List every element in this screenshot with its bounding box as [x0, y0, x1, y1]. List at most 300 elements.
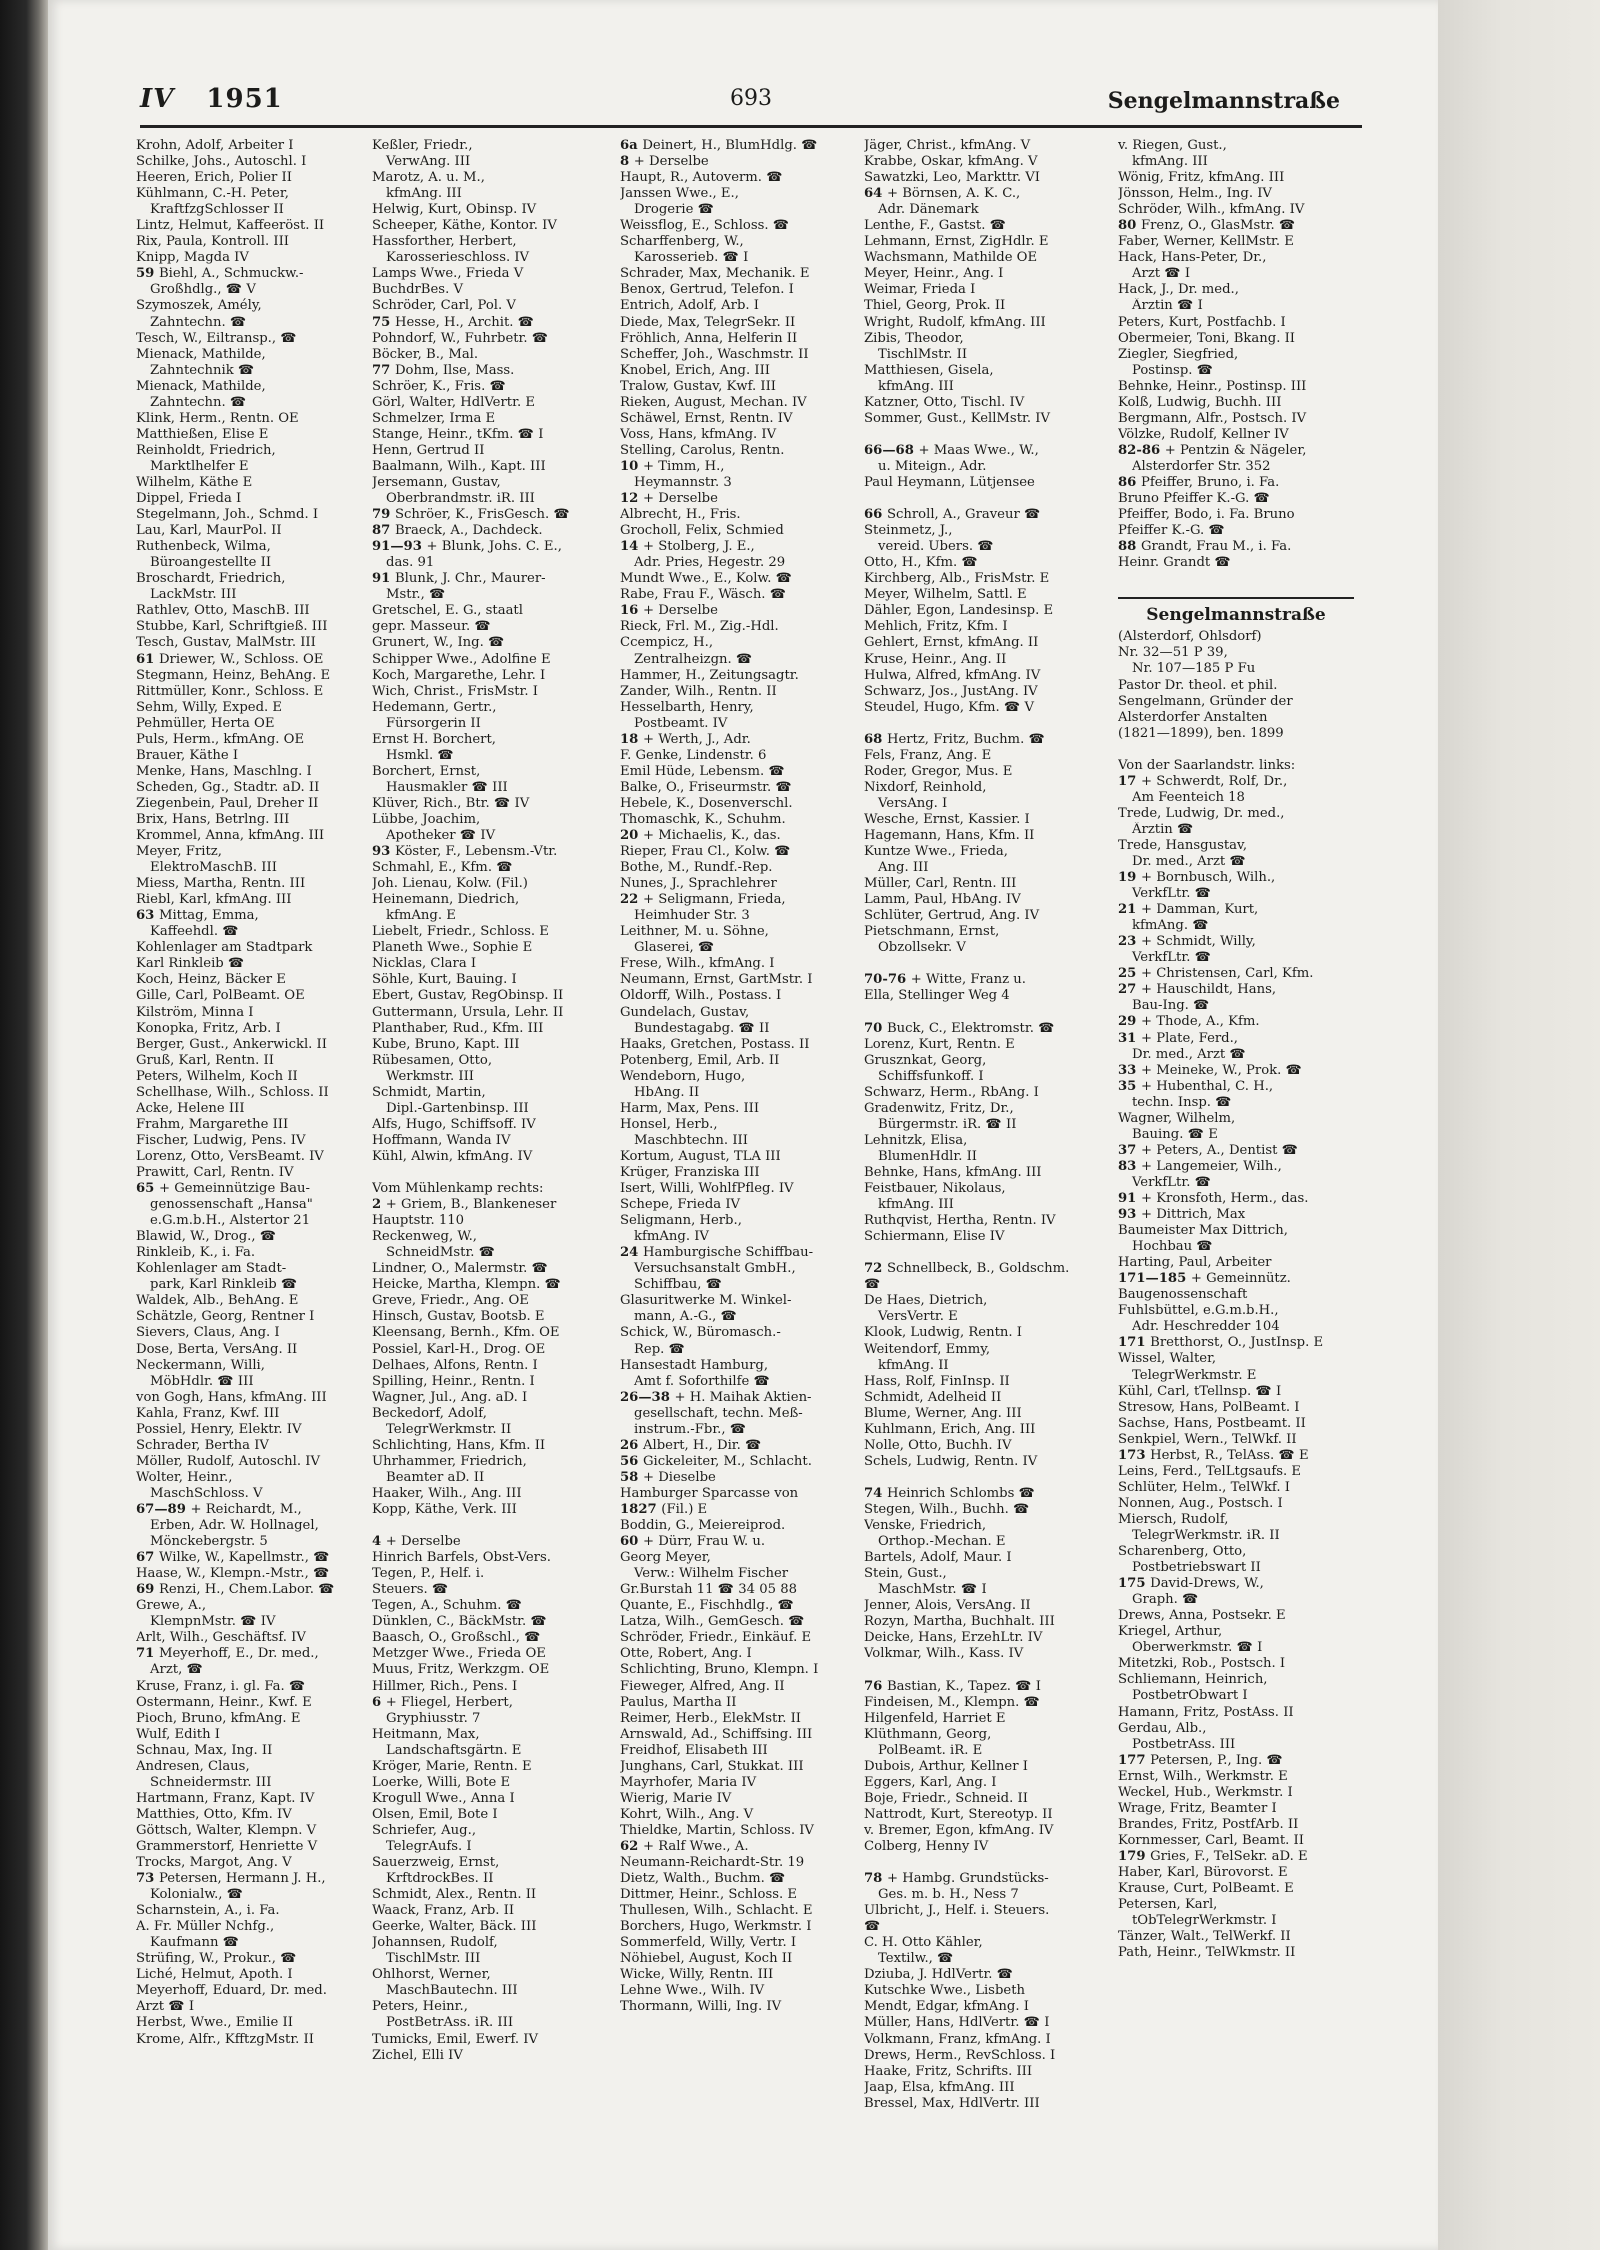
house-number: 79 [372, 507, 395, 523]
directory-entry-line [1118, 902, 1354, 918]
directory-entry-line: Lindner, O., Malermstr. ☎ [372, 1261, 548, 1277]
directory-entry-line: KraftfzgSchlosser II [150, 202, 284, 218]
directory-entry-line: Ruthqvist, Hertha, Rentn. IV [864, 1213, 1056, 1229]
directory-entry-line: Muus, Fritz, Werkzgm. OE [372, 1662, 550, 1678]
directory-entry-line: MaschSchloss. V [150, 1485, 263, 1501]
directory-entry-line: Schiffbau, ☎ [634, 1277, 723, 1293]
directory-entry-line: Lamps Wwe., Frieda V [372, 266, 524, 282]
directory-entry-line [1118, 774, 1354, 790]
house-number: 27 [1118, 982, 1141, 998]
directory-entry-line: Heicke, Martha, Klempn. ☎ [372, 1277, 561, 1293]
house-number: 83 [1118, 1158, 1141, 1174]
house-number: 66—68 [864, 442, 919, 458]
directory-entry-line: Heeren, Erich, Polier II [136, 170, 292, 186]
directory-entry-line: TelegrAufs. I [386, 1838, 472, 1854]
directory-entry-line: Oberwerkmstr. ☎ I [1132, 1640, 1263, 1656]
entry-text: Schnellbeck, B., Goldschm. [886, 1261, 1070, 1277]
entry-text: + Seligmann, Frieda, [642, 892, 786, 908]
directory-entry-line: Gundelach, Gustav, [620, 1004, 750, 1020]
house-number: 59 [136, 266, 159, 282]
directory-entry-line: Mönckebergstr. 5 [150, 1534, 268, 1550]
directory-entry-line [620, 828, 856, 844]
directory-entry-line: Harm, Max, Pens. III [620, 1100, 760, 1116]
directory-entry-line: Nattrodt, Kurt, Stereotyp. II [864, 1806, 1053, 1822]
directory-entry-line: Ccempicz, H., [620, 635, 714, 651]
directory-entry-line: Schwarz, Herm., RbAng. I [864, 1084, 1039, 1100]
directory-entry-line: VersAng. I [878, 795, 948, 811]
directory-entry-line: Jaap, Elsa, kfmAng. III [864, 2079, 1015, 2095]
directory-entry-line [1118, 1031, 1354, 1047]
directory-entry-line: Hebele, K., Dosenverschl. [620, 795, 793, 811]
directory-entry-line: Arzt, ☎ [150, 1662, 203, 1678]
directory-entry-line: Tegen, A., Schuhm. ☎ [372, 1598, 523, 1614]
house-number: 35 [1118, 1078, 1141, 1094]
directory-entry-line: Wrage, Fritz, Beamter I [1118, 1800, 1277, 1816]
directory-entry-line: Böcker, B., Mal. [372, 346, 479, 362]
directory-entry-line: Herbst, Wwe., Emilie II [136, 2015, 293, 2031]
directory-entry-line: Obermeier, Toni, Bkang. II [1118, 330, 1296, 346]
directory-entry-line: (Alsterdorf, Ohlsdorf) [1118, 629, 1262, 645]
directory-entry-line: Janssen Wwe., E., [620, 186, 739, 202]
directory-entry-line: Schmidt, Martin, [372, 1084, 486, 1100]
directory-entry-line: MaschMstr. ☎ I [878, 1582, 987, 1598]
directory-entry-line [1118, 1143, 1354, 1159]
directory-entry-line: Stegmann, Heinz, BehAng. E [136, 667, 331, 683]
directory-entry-line: Mayrhofer, Maria IV [620, 1774, 757, 1790]
directory-entry-line: Wierig, Marie IV [620, 1790, 732, 1806]
directory-entry-line: Schlüter, Gertrud, Ang. IV [864, 908, 1040, 924]
directory-entry-line: kfmAng. IV [634, 1229, 709, 1245]
directory-entry-line: Konopka, Fritz, Arb. I [136, 1020, 281, 1036]
entry-text: Hesse, H., Archit. ☎ [394, 314, 535, 330]
house-number: 82-86 [1118, 442, 1165, 458]
directory-entry-line: Baugenossenschaft [1118, 1287, 1248, 1303]
directory-entry-line: Leins, Ferd., TelLtgsaufs. E [1118, 1463, 1302, 1479]
directory-entry-line: Mehlich, Fritz, Kfm. I [864, 619, 1008, 635]
house-number: 26—38 [620, 1389, 675, 1405]
entry-text: + Michaelis, K., das. [642, 828, 781, 844]
directory-entry-line: Adr. Pries, Hegestr. 29 [634, 555, 786, 571]
directory-entry-line: Honsel, Herb., [620, 1116, 718, 1132]
directory-entry-line: Zentralheizgn. ☎ [634, 651, 753, 667]
directory-entry-line: techn. Insp. ☎ [1132, 1094, 1232, 1110]
entry-text: + Timm, H., [642, 458, 725, 474]
directory-entry-line: Volkmar, Wilh., Kass. IV [864, 1646, 1024, 1662]
directory-entry-line: Kohlenlager am Stadtpark [136, 940, 313, 956]
street-section-title: Sengelmannstraße [1118, 597, 1354, 623]
directory-entry-line: Pioch, Bruno, kfmAng. E [136, 1710, 301, 1726]
entry-text: Buck, C., Elektromstr. ☎ [886, 1020, 1055, 1036]
directory-entry-line: Peters, Wilhelm, Koch II [136, 1068, 298, 1084]
entry-text: Köster, F., Lebensm.-Vtr. [394, 844, 558, 860]
directory-entry-line [864, 972, 1100, 988]
directory-entry-line: Benox, Gertrud, Telefon. I [620, 282, 794, 298]
house-number: 73 [136, 1871, 159, 1887]
directory-entry-line: F. Genke, Lindenstr. 6 [620, 747, 767, 763]
directory-entry-line: Helwig, Kurt, Obinsp. IV [372, 202, 537, 218]
directory-entry-line: Sachse, Hans, Postbeamt. II [1118, 1415, 1306, 1431]
directory-entry-line: Pehmüller, Herta OE [136, 715, 275, 731]
directory-entry-line: MöbHdlr. ☎ III [150, 1373, 254, 1389]
directory-entry-line: Neckermann, Willi, [136, 1357, 265, 1373]
directory-entry-line: Oldorff, Wilh., Postass. I [620, 988, 782, 1004]
directory-entry-line: Gryphiusstr. 7 [386, 1710, 481, 1726]
directory-entry-line: Amt f. Soforthilfe ☎ [634, 1373, 770, 1389]
house-number: 87 [372, 523, 395, 539]
directory-entry-line: SchneidMstr. ☎ [386, 1245, 496, 1261]
entry-text: Bretthorst, O., JustInsp. E [1150, 1335, 1324, 1351]
entry-text: + Bornbusch, Wilh., [1140, 870, 1276, 886]
directory-entry-line: Kaffeehdl. ☎ [150, 924, 239, 940]
directory-entry-line: Acke, Helene III [136, 1100, 245, 1116]
directory-entry-line: Brandes, Fritz, PostfArb. II [1118, 1816, 1299, 1832]
entry-text: + Plate, Ferd., [1140, 1030, 1238, 1046]
directory-entry-line: Meyer, Heinr., Ang. I [864, 266, 1004, 282]
directory-entry-line: Loerke, Willi, Bote E [372, 1774, 511, 1790]
directory-entry-line: Grewe, A., [136, 1598, 207, 1614]
directory-entry-line: Krogull Wwe., Anna I [372, 1790, 515, 1806]
directory-entry-line: Kahla, Franz, Kwf. III [136, 1405, 280, 1421]
house-number: 173 [1118, 1447, 1151, 1463]
entry-text: + Damman, Kurt, [1140, 902, 1259, 918]
directory-entry-line: Apotheker ☎ IV [386, 828, 496, 844]
directory-entry-line: Kühl, Carl, tTellnsp. ☎ I [1118, 1383, 1282, 1399]
directory-entry-line: PolBeamt. iR. E [878, 1742, 983, 1758]
entry-text: Driewer, W., Schloss. OE [158, 651, 324, 667]
directory-entry-line: Hartmann, Franz, Kapt. IV [136, 1790, 315, 1806]
directory-entry-line: Possiel, Karl-H., Drog. OE [372, 1341, 546, 1357]
directory-entry-line: Matthießen, Elise E [136, 426, 269, 442]
directory-entry-line: Grunert, W., Ing. ☎ [372, 635, 505, 651]
directory-entry-line [620, 1502, 856, 1518]
directory-entry-line: Lehne Wwe., Wilh. IV [620, 1983, 765, 1999]
blank-line [864, 1855, 1100, 1871]
entry-text: + Derselbe [385, 1534, 461, 1550]
house-number: 67—89 [136, 1501, 191, 1517]
directory-entry-line [864, 1021, 1100, 1037]
directory-entry-line [864, 507, 1100, 523]
directory-entry-line [620, 603, 856, 619]
directory-entry-line: Neumann-Reichardt-Str. 19 [620, 1855, 805, 1871]
entry-text: + H. Maihak Aktien- [674, 1389, 812, 1405]
directory-entry-line: Seligmann, Herb., [620, 1213, 742, 1229]
directory-entry-line: instrum.-Fbr., ☎ [634, 1421, 747, 1437]
directory-entry-line: Steudel, Hugo, Kfm. ☎ V [864, 699, 1035, 715]
house-number: 66 [864, 507, 887, 523]
directory-entry-line: Bothe, M., Rundf.-Rep. [620, 860, 773, 876]
blank-line [1118, 571, 1354, 587]
directory-entry-line: Sawatzki, Leo, Markttr. VI [864, 170, 1041, 186]
house-number: 63 [136, 908, 159, 924]
house-number: 33 [1118, 1062, 1141, 1078]
house-number: 62 [620, 1838, 643, 1854]
directory-entry-line: Grocholl, Felix, Schmied [620, 523, 784, 539]
directory-entry-line: Hesselbarth, Henry, [620, 699, 754, 715]
entry-text: Blunk, J. Chr., Maurer- [394, 571, 546, 587]
directory-entry-line: Guttermann, Ursula, Lehr. II [372, 1004, 564, 1020]
directory-entry-line: Tänzer, Walt., TelWerkf. II [1118, 1929, 1291, 1945]
directory-entry-line: Venske, Friedrich, [864, 1518, 987, 1534]
directory-entry-line: Dose, Berta, VersAng. II [136, 1341, 298, 1357]
directory-entry-line: Weitendorf, Emmy, [864, 1341, 991, 1357]
directory-entry-line: Wendeborn, Hugo, [620, 1068, 746, 1084]
directory-entry-line: Liché, Helmut, Apoth. I [136, 1967, 293, 1983]
directory-entry-line: Diede, Max, TelegrSekr. II [620, 314, 796, 330]
directory-entry-line: Delhaes, Alfons, Rentn. I [372, 1357, 538, 1373]
directory-entry-line: Von der Saarlandstr. links: [1118, 757, 1296, 773]
directory-entry-line: von Gogh, Hans, kfmAng. III [136, 1389, 327, 1405]
directory-entry-line: Otto, H., Kfm. ☎ [864, 555, 978, 571]
directory-entry-line: Söhle, Kurt, Bauing. I [372, 972, 517, 988]
directory-entry-line [1118, 1014, 1354, 1030]
directory-entry-line: Olsen, Emil, Bote I [372, 1806, 498, 1822]
directory-entry-line: Kaufmann ☎ [150, 1935, 240, 1951]
directory-entry-line: Riebl, Karl, kfmAng. III [136, 892, 292, 908]
directory-entry-line: Dittmer, Heinr., Schloss. E [620, 1887, 797, 1903]
directory-entry-line: Textilw., ☎ [878, 1951, 954, 1967]
directory-entry-line [372, 507, 608, 523]
directory-entry-line: VerwAng. III [386, 154, 471, 170]
directory-column-2 [372, 138, 608, 2138]
directory-entry-line: Blume, Werner, Ang. III [864, 1405, 1022, 1421]
directory-entry-line: Hamburger Sparcasse von [620, 1485, 799, 1501]
house-number: 24 [620, 1245, 643, 1261]
directory-entry-line: Tesch, Gustav, MalMstr. III [136, 635, 316, 651]
directory-entry-line: Gerdau, Alb., [1118, 1720, 1207, 1736]
house-number: 179 [1118, 1848, 1151, 1864]
directory-entry-line: Vom Mühlenkamp rechts: [372, 1181, 544, 1197]
directory-entry-line: Knipp, Magda IV [136, 250, 249, 266]
directory-entry-line: Puls, Herm., kfmAng. OE [136, 731, 305, 747]
directory-entry-line: Rieper, Frau Cl., Kolw. ☎ [620, 844, 791, 860]
directory-entry-line: u. Miteign., Adr. [878, 458, 987, 474]
directory-entry-line: Nunes, J., Sprachlehrer [620, 876, 777, 892]
directory-entry-line [1118, 870, 1354, 886]
house-number: 77 [372, 362, 395, 378]
directory-entry-line: Planeth Wwe., Sophie E [372, 940, 533, 956]
entry-text: + Schmidt, Willy, [1140, 934, 1256, 950]
directory-entry-line: Karosserieb. ☎ I [634, 250, 749, 266]
directory-entry-line: Sehm, Willy, Exped. E [136, 699, 283, 715]
entry-text: Meyerhoff, E., Dr. med., [158, 1646, 319, 1662]
entry-text: + Werth, J., Adr. [642, 731, 751, 747]
directory-entry-line [1118, 1159, 1354, 1175]
entry-text: + Börnsen, A. K. C., [886, 186, 1021, 202]
directory-entry-line: Postinsp. ☎ [1132, 362, 1214, 378]
directory-entry-line: Schriefer, Aug., [372, 1822, 477, 1838]
directory-entry-line: TelegrWerkmstr. E [1132, 1367, 1257, 1383]
directory-entry-line: Bruno Pfeiffer K.-G. ☎ [1118, 491, 1270, 507]
directory-entry-line [372, 1695, 608, 1711]
directory-entry-line [136, 1646, 372, 1662]
directory-entry-line: Peters, Kurt, Postfachb. I [1118, 314, 1286, 330]
house-number: 72 [864, 1261, 887, 1277]
directory-entry-line: Hulwa, Alfred, kfmAng. IV [864, 667, 1041, 683]
directory-entry-line: Drews, Anna, Postsekr. E [1118, 1608, 1286, 1624]
directory-entry-line: Adr. Heschredder 104 [1132, 1319, 1280, 1335]
directory-entry-line: Sauerzweig, Ernst, [372, 1855, 500, 1871]
entry-text: + Meineke, W., Prok. ☎ [1140, 1062, 1302, 1078]
directory-entry-line: mann, A.-G., ☎ [634, 1309, 737, 1325]
directory-entry-line: Haber, Karl, Bürovorst. E [1118, 1864, 1288, 1880]
directory-entry-line: v. Bremer, Egon, kfmAng. IV [864, 1822, 1054, 1838]
directory-entry-line: Adr. Dänemark [878, 202, 979, 218]
directory-entry-line: Drews, Herm., RevSchloss. I [864, 2047, 1056, 2063]
directory-entry-line: Ärztin ☎ I [1132, 298, 1203, 314]
directory-entry-line: Nolle, Otto, Buchh. IV [864, 1437, 1012, 1453]
blank-line [864, 1470, 1100, 1486]
entry-text: + Pentzin & Nägeler, [1164, 442, 1307, 458]
directory-entry-line: Alsterdorfer Anstalten [1118, 709, 1268, 725]
directory-entry-line: Schröder, Carl, Pol. V [372, 298, 516, 314]
directory-entry-line [620, 459, 856, 475]
directory-entry-line: Kuhlmann, Erich, Ang. III [864, 1421, 1036, 1437]
directory-entry-line: Voss, Hans, kfmAng. IV [620, 426, 777, 442]
directory-entry-line: Dähler, Egon, Landesinsp. E [864, 603, 1054, 619]
directory-entry-line: park, Karl Rinkleib ☎ [150, 1277, 298, 1293]
entry-text: + Reichardt, M., [190, 1501, 302, 1517]
directory-entry-line: Rix, Paula, Kontroll. III [136, 234, 289, 250]
directory-entry-line: Sommerfeld, Willy, Vertr. I [620, 1935, 797, 1951]
directory-entry-line: Tesch, W., Eiltransp., ☎ [136, 330, 297, 346]
directory-entry-line: Lau, Karl, MaurPol. II [136, 523, 282, 539]
directory-entry-line [136, 1582, 372, 1598]
directory-entry-line: Haaks, Gretchen, Postass. II [620, 1036, 810, 1052]
directory-entry-line: Leithner, M. u. Söhne, [620, 924, 769, 940]
directory-entry-line: VerkfLtr. ☎ [1132, 886, 1212, 902]
directory-entry-line: Broschardt, Friedrich, [136, 571, 286, 587]
house-number: 91—93 [372, 539, 427, 555]
directory-entry-line: Waldek, Alb., BehAng. E [136, 1293, 299, 1309]
directory-entry-line: Rübesamen, Otto, [372, 1052, 493, 1068]
directory-entry-line: TelegrWerkmstr. II [386, 1421, 512, 1437]
directory-column-1 [136, 138, 372, 2138]
directory-entry-line: Am Feenteich 18 [1132, 789, 1245, 805]
entry-text: + Langemeier, Wilh., [1140, 1158, 1282, 1174]
house-number: 74 [864, 1485, 887, 1501]
directory-entry-line: Hausmakler ☎ III [386, 779, 508, 795]
entry-text: + Stolberg, J. E., [642, 539, 755, 555]
entry-text: Petersen, P., Ing. ☎ [1150, 1752, 1283, 1768]
directory-entry-line: Weissflog, E., Schloss. ☎ [620, 218, 790, 234]
entry-text: + Christensen, Carl, Kfm. [1140, 966, 1314, 982]
directory-entry-line: Zahntechn. ☎ [150, 394, 247, 410]
directory-entry-line: Ella, Stellinger Weg 4 [864, 988, 1010, 1004]
directory-entry-line: Kohrt, Wilh., Ang. V [620, 1806, 754, 1822]
entry-text: + Thode, A., Kfm. [1140, 1014, 1260, 1030]
entry-text: Schroll, A., Graveur ☎ [886, 507, 1041, 523]
entry-text: + Schwerdt, Rolf, Dr., [1140, 773, 1288, 789]
entry-text: Pfeiffer, Bruno, i. Fa. [1140, 474, 1280, 490]
directory-entry-line: Dubois, Arthur, Kellner I [864, 1758, 1028, 1774]
directory-entry-line: Schätzle, Georg, Rentner I [136, 1309, 315, 1325]
directory-entry-line: Sengelmann, Gründer der [1118, 693, 1293, 709]
directory-entry-line: Scheeper, Käthe, Kontor. IV [372, 218, 557, 234]
directory-entry-line: Hack, J., Dr. med., [1118, 282, 1239, 298]
directory-entry-line: Volkmann, Franz, kfmAng. I [864, 2031, 1051, 2047]
directory-entry-line: Grusznkat, Georg, [864, 1052, 987, 1068]
directory-entry-line: Blawid, W., Drog., ☎ [136, 1229, 277, 1245]
directory-entry-line: Kühl, Alwin, kfmAng. IV [372, 1148, 533, 1164]
directory-entry-line: Waack, Franz, Arb. II [372, 1903, 515, 1919]
directory-entry-line: Junghans, Carl, Stukkat. III [620, 1758, 804, 1774]
directory-entry-line: Petersen, Karl, [1118, 1897, 1218, 1913]
directory-entry-line: VerkfLtr. ☎ [1132, 950, 1212, 966]
directory-entry-line: Spilling, Heinr., Rentn. I [372, 1373, 535, 1389]
house-number: 18 [620, 731, 643, 747]
directory-entry-line: Weckel, Hub., Werkmstr. I [1118, 1784, 1293, 1800]
directory-entry-line: Pohndorf, W., Fuhrbetr. ☎ [372, 330, 549, 346]
house-number: 64 [864, 186, 887, 202]
directory-entry-line [1118, 934, 1354, 950]
directory-entry-line: Hass, Rolf, FinInsp. II [864, 1373, 1010, 1389]
house-number: 93 [1118, 1207, 1141, 1223]
directory-entry-line [620, 1438, 856, 1454]
directory-entry-line: Lenthe, F., Gastst. ☎ [864, 218, 1007, 234]
directory-entry-line: Hsmkl. ☎ [386, 747, 454, 763]
directory-entry-line [1118, 1753, 1354, 1769]
directory-entry-line: Rabe, Frau F., Wäsch. ☎ [620, 587, 787, 603]
directory-entry-line: Hamann, Fritz, PostAss. II [1118, 1704, 1294, 1720]
directory-entry-line: Schick, W., Büromasch.- [620, 1325, 781, 1341]
directory-entry-line: Matthies, Otto, Kfm. IV [136, 1806, 292, 1822]
directory-entry-line: Hauptstr. 110 [372, 1213, 465, 1229]
directory-entry-line: Thomaschk, K., Schuhm. [620, 811, 786, 827]
house-number: 21 [1118, 902, 1141, 918]
directory-entry-line: Zahntechn. ☎ [150, 314, 247, 330]
directory-entry-line: Schröder, Wilh., kfmAng. IV [1118, 202, 1305, 218]
directory-column-5 [1118, 138, 1354, 2138]
directory-entry-line: Hagemann, Hans, Kfm. II [864, 828, 1035, 844]
directory-entry-line: Ärztin ☎ [1132, 821, 1194, 837]
directory-entry-line: Bergmann, Alfr., Postsch. IV [1118, 410, 1307, 426]
directory-entry-line: Steuers. ☎ [372, 1582, 449, 1598]
directory-entry-line: ElektroMaschB. III [150, 860, 277, 876]
blank-line [864, 956, 1100, 972]
directory-entry-line: Gehlert, Ernst, kfmAng. II [864, 635, 1039, 651]
directory-entry-line: Isert, Willi, WohlfPfleg. IV [620, 1181, 794, 1197]
directory-entry-line [620, 1534, 856, 1550]
directory-entry-line [372, 571, 608, 587]
directory-entry-line: Frahm, Margarethe III [136, 1116, 289, 1132]
directory-entry-line: Arnswald, Ad., Schiffsing. III [620, 1726, 813, 1742]
entry-text: Hertz, Fritz, Buchm. ☎ [886, 731, 1045, 747]
directory-entry-line: Völzke, Rudolf, Kellner IV [1118, 426, 1289, 442]
house-number: 80 [1118, 218, 1141, 234]
directory-entry-line [1118, 1448, 1354, 1464]
directory-entry-line: Schellhase, Wilh., Schloss. II [136, 1084, 329, 1100]
directory-entry-line [1118, 475, 1354, 491]
directory-entry-line: Weimar, Frieda I [864, 282, 976, 298]
directory-entry-line: Baalmann, Wilh., Kapt. III [372, 458, 546, 474]
directory-entry-line: Klüver, Rich., Btr. ☎ IV [372, 795, 530, 811]
directory-entry-line: Schmahl, E., Kfm. ☎ [372, 860, 513, 876]
directory-entry-line: Hillmer, Rich., Pens. I [372, 1678, 518, 1694]
directory-entry-line: Görl, Walter, HdlVertr. E [372, 394, 535, 410]
directory-entry-line [864, 1261, 1100, 1277]
directory-entry-line: Heinr. Grandt ☎ [1118, 555, 1231, 571]
directory-entry-line [620, 1390, 856, 1406]
directory-entry-line: Schliemann, Heinrich, [1118, 1672, 1268, 1688]
directory-entry-line: Kopp, Käthe, Verk. III [372, 1501, 517, 1517]
directory-entry-line: KrftdrockBes. II [386, 1871, 494, 1887]
directory-entry-line: Bauing. ☎ E [1132, 1126, 1218, 1142]
directory-entry-line: Reinholdt, Friedrich, [136, 442, 276, 458]
running-title: Sengelmannstraße [1107, 88, 1340, 114]
directory-entry-line: Zahntechnik ☎ [150, 362, 255, 378]
entry-text: + Maas Wwe., W., [918, 442, 1039, 458]
directory-entry-line: Haake, Fritz, Schrifts. III [864, 2063, 1033, 2079]
